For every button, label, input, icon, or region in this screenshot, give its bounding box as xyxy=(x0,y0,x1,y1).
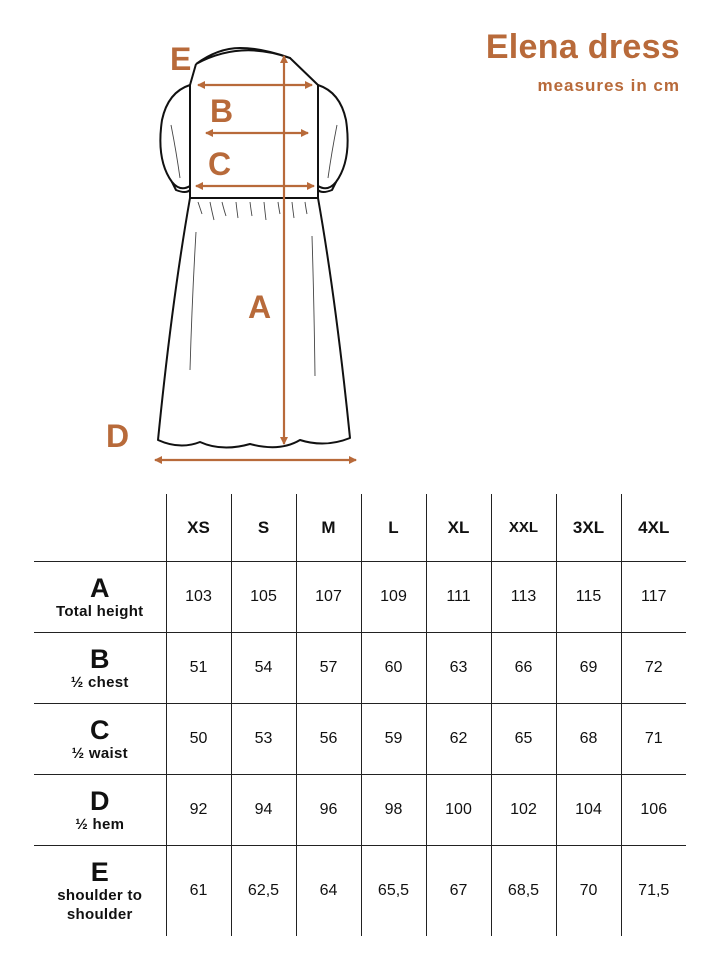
cell-value: 51 xyxy=(166,633,231,704)
size-xs-header: XS xyxy=(166,494,231,562)
table-corner xyxy=(34,494,166,562)
cell-value: 65 xyxy=(491,704,556,775)
cell-value: 66 xyxy=(491,633,556,704)
label-d: D xyxy=(106,418,130,454)
size-l-header: L xyxy=(361,494,426,562)
row-header-e xyxy=(34,846,166,937)
label-a: A xyxy=(248,289,272,325)
row-header-a xyxy=(34,562,166,633)
cell-value: 105 xyxy=(231,562,296,633)
row-letter: D xyxy=(90,785,110,816)
row-label: Total height xyxy=(56,602,144,620)
cell-value: 71 xyxy=(621,704,686,775)
cell-value: 109 xyxy=(361,562,426,633)
table-row xyxy=(34,846,686,937)
cell-value: 68 xyxy=(556,704,621,775)
page-title: Elena dress xyxy=(485,28,680,66)
cell-value: 59 xyxy=(361,704,426,775)
table-row xyxy=(34,562,686,633)
size-3xl-header: 3XL xyxy=(556,494,621,562)
cell-value: 60 xyxy=(361,633,426,704)
measure-arrows xyxy=(155,56,356,460)
cell-value: 102 xyxy=(491,775,556,846)
cell-value: 70 xyxy=(556,846,621,937)
cell-value: 71,5 xyxy=(621,846,686,937)
cell-value: 61 xyxy=(166,846,231,937)
cell-value: 111 xyxy=(426,562,491,633)
gather-lines xyxy=(171,125,337,376)
cell-value: 62,5 xyxy=(231,846,296,937)
cell-value: 67 xyxy=(426,846,491,937)
cell-value: 106 xyxy=(621,775,686,846)
row-letter: A xyxy=(90,572,110,603)
cell-value: 65,5 xyxy=(361,846,426,937)
row-label: ½ chest xyxy=(70,673,129,691)
cell-value: 54 xyxy=(231,633,296,704)
size-xxl-header: XXL xyxy=(491,494,556,562)
cell-value: 115 xyxy=(556,562,621,633)
cell-value: 92 xyxy=(166,775,231,846)
cell-value: 69 xyxy=(556,633,621,704)
size-s-header: S xyxy=(231,494,296,562)
cell-value: 57 xyxy=(296,633,361,704)
label-e: E xyxy=(170,41,192,77)
cell-value: 62 xyxy=(426,704,491,775)
page-subtitle: measures in cm xyxy=(537,76,680,95)
size-header-row xyxy=(34,494,686,562)
size-table xyxy=(34,494,686,936)
cell-value: 68,5 xyxy=(491,846,556,937)
row-header-b xyxy=(34,633,166,704)
size-m-header: M xyxy=(296,494,361,562)
cell-value: 98 xyxy=(361,775,426,846)
row-label: ½ waist xyxy=(71,744,128,762)
cell-value: 53 xyxy=(231,704,296,775)
row-header-c xyxy=(34,704,166,775)
cell-value: 117 xyxy=(621,562,686,633)
row-header-d xyxy=(34,775,166,846)
size-4xl-header: 4XL xyxy=(621,494,686,562)
row-label: shoulder to shoulder xyxy=(57,887,143,923)
cell-value: 107 xyxy=(296,562,361,633)
cell-value: 64 xyxy=(296,846,361,937)
cell-value: 96 xyxy=(296,775,361,846)
dress-outline xyxy=(158,48,350,448)
cell-value: 104 xyxy=(556,775,621,846)
cell-value: 100 xyxy=(426,775,491,846)
cell-value: 50 xyxy=(166,704,231,775)
cell-value: 94 xyxy=(231,775,296,846)
table-row xyxy=(34,775,686,846)
row-letter: B xyxy=(90,643,110,674)
cell-value: 56 xyxy=(296,704,361,775)
label-c: C xyxy=(208,146,232,182)
label-b: B xyxy=(210,93,234,129)
table-row xyxy=(34,633,686,704)
size-xl-header: XL xyxy=(426,494,491,562)
cell-value: 63 xyxy=(426,633,491,704)
cell-value: 103 xyxy=(166,562,231,633)
row-letter: E xyxy=(90,857,109,887)
row-letter: C xyxy=(90,714,110,745)
cell-value: 72 xyxy=(621,633,686,704)
cell-value: 113 xyxy=(491,562,556,633)
table-row xyxy=(34,704,686,775)
row-label: ½ hem xyxy=(75,815,125,833)
